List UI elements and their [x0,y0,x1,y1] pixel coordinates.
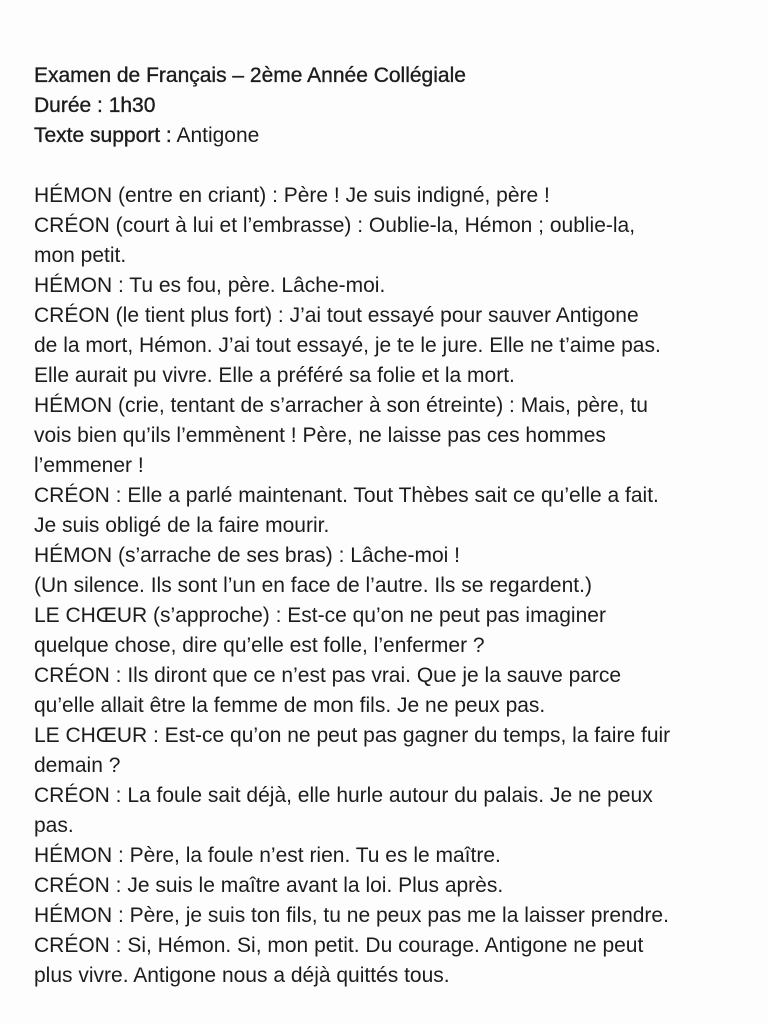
dialogue-line: HÉMON (s’arrache de ses bras) : Lâche-moi ! [34,544,460,567]
exam-title [34,61,738,91]
dialogue-line: CRÉON : Elle a parlé maintenant. Tout Thèbes sait ce qu’elle a fait. [34,484,659,507]
header-spacer [34,151,738,181]
dialogue-line: CRÉON : Si, Hémon. Si, mon petit. Du courage. Antigone ne peut [34,934,644,957]
dialogue-line: mon petit. [34,244,127,267]
dialogue-line: HÉMON (entre en criant) : Père ! Je suis indigné, père ! [34,184,550,207]
exam-title-text: Examen de Français – 2ème Année Collégiale [34,64,466,87]
dialogue-line: CRÉON : Je suis le maître avant la loi. Plus après. [34,874,504,897]
dialogue-line: pas. [34,814,74,837]
dialogue-line: de la mort, Hémon. J’ai tout essayé, je te le jure. Elle ne t’aime pas. [34,334,661,357]
dialogue-line: (Un silence. Ils sont l’un en face de l’autre. Ils se regardent.) [34,574,592,597]
support-label: Texte support : [34,124,172,147]
dialogue-line: LE CHŒUR : Est-ce qu’on ne peut pas gagner du temps, la faire fuir [34,724,671,747]
dialogue-text [34,181,738,991]
exam-support-text [34,121,738,151]
dialogue-line: Elle aurait pu vivre. Elle a préféré sa folie et la mort. [34,364,515,387]
dialogue-line: Je suis obligé de la faire mourir. [34,514,330,537]
dialogue-line: demain ? [34,754,121,777]
exam-duration-text: Durée : 1h30 [34,94,156,117]
dialogue-line: HÉMON (crie, tentant de s’arracher à son étreinte) : Mais, père, tu [34,394,648,417]
dialogue-line: CRÉON (le tient plus fort) : J’ai tout essayé pour sauver Antigone [34,304,639,327]
dialogue-line: HÉMON : Tu es fou, père. Lâche-moi. [34,274,386,297]
dialogue-line: CRÉON : La foule sait déjà, elle hurle autour du palais. Je ne peux [34,784,653,807]
dialogue-line: HÉMON : Père, la foule n’est rien. Tu es le maître. [34,844,501,867]
dialogue-line: LE CHŒUR (s’approche) : Est-ce qu’on ne peut pas imaginer [34,604,606,627]
dialogue-line: CRÉON : Ils diront que ce n’est pas vrai. Que je la sauve parce [34,664,622,687]
dialogue-line: HÉMON : Père, je suis ton fils, tu ne peux pas me la laisser prendre. [34,904,669,927]
dialogue-line: CRÉON (court à lui et l’embrasse) : Oublie-la, Hémon ; oublie-la, [34,214,636,237]
dialogue-line: l’emmener ! [34,454,144,477]
dialogue-line: plus vivre. Antigone nous a déjà quittés tous. [34,964,450,987]
exam-duration [34,91,738,121]
support-value: Antigone [176,124,260,147]
dialogue-line: vois bien qu’ils l’emmènent ! Père, ne laisse pas ces hommes [34,424,606,447]
dialogue-line: qu’elle allait être la femme de mon fils. Je ne peux pas. [34,694,546,717]
dialogue-line: quelque chose, dire qu’elle est folle, l’enfermer ? [34,634,485,657]
